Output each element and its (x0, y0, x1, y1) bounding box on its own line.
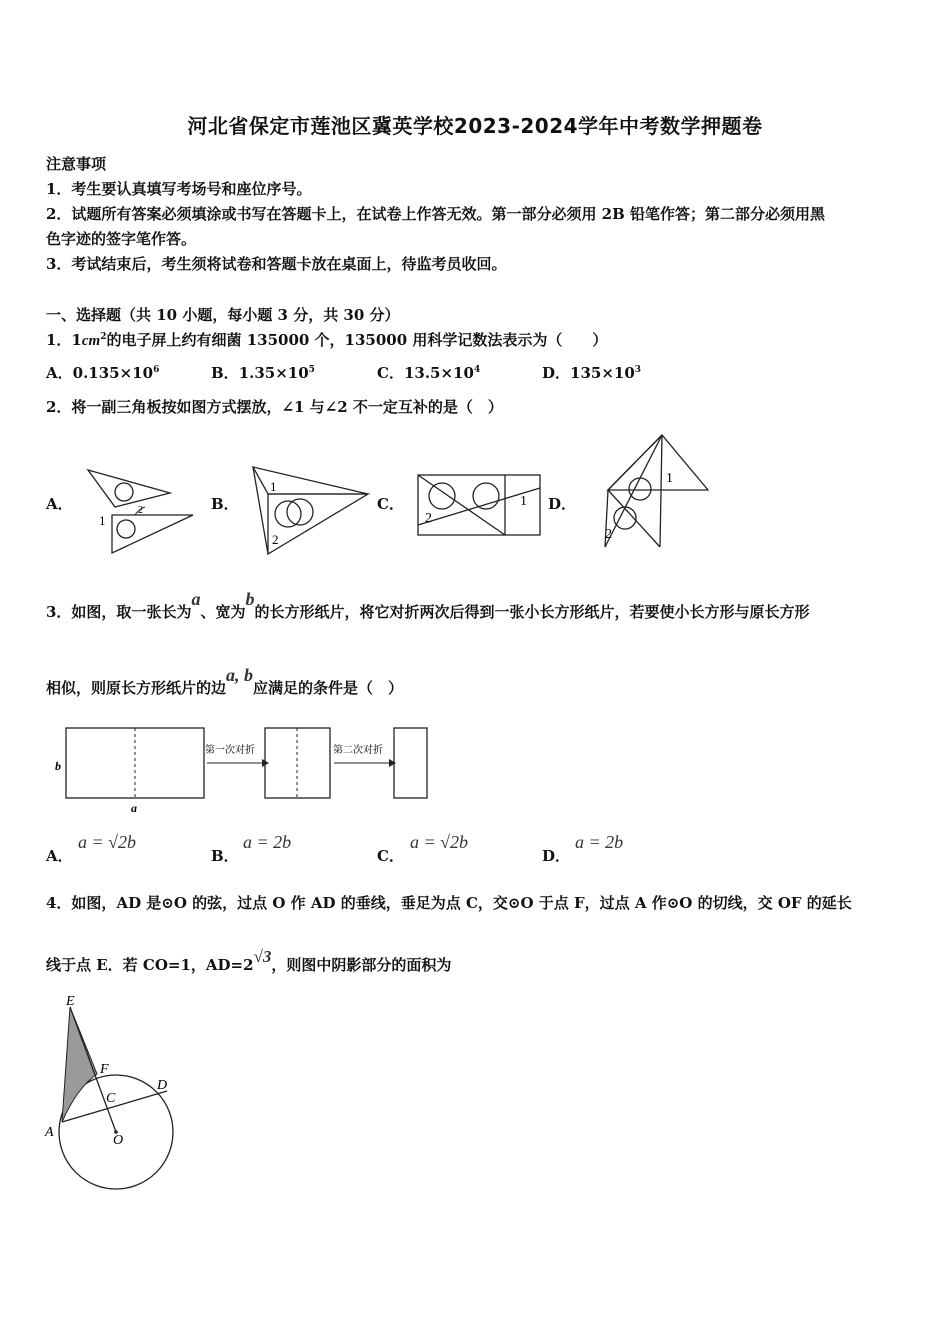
q4-circle-figure (42, 992, 202, 1192)
angle-label-2: 2 (138, 505, 143, 516)
point-c-label: C (106, 1091, 116, 1106)
q3-folding-figure (50, 724, 440, 819)
question-2: 2．将一副三角板按如图方式摆放，∠1 与∠2 不一定互补的是（ ） (46, 398, 503, 416)
q1-option-b[interactable]: B．$1.35\times 10^5$ (211, 364, 315, 382)
fold2-label: 第二次对折 (333, 745, 383, 756)
question-1: 1．$1cm^2$的电子屏上约有细菌 135000 个，135000 用科学记数法表示为（ ） (46, 331, 608, 349)
section-heading: 一、选择题（共 10 小题，每小题 3 分，共 30 分） (46, 306, 400, 324)
q2-option-b[interactable]: B． (211, 495, 239, 513)
q1-option-c[interactable]: C．$13.5\times 10^4$ (377, 364, 481, 382)
angle-label-2: 2 (605, 527, 612, 542)
point-a-label: A (45, 1125, 54, 1140)
page-title: 河北省保定市莲池区冀英学校2023-2024学年中考数学押题卷 (187, 114, 763, 138)
q3-option-c-expr: a = √2b (410, 832, 469, 852)
point-f-label: F (100, 1062, 109, 1077)
q1-option-d[interactable]: D．$135\times 10^3$ (542, 364, 642, 382)
q3-option-b-expr: a = 2b (243, 832, 292, 852)
angle-label-2: 2 (425, 511, 432, 526)
notice-item: 3．考试结束后，考生须将试卷和答题卡放在桌面上，待监考员收回。 (46, 255, 507, 273)
q3-option-a-expr: a = √2b (78, 832, 137, 852)
notice-item: 2．试题所有答案必须填涂或书写在答题卡上，在试卷上作答无效。第一部分必须用 2B 铅笔作答；第二部分必须用黑 (46, 205, 826, 223)
q1-option-a[interactable]: A．$0.135\times 10^6$ (46, 364, 160, 382)
angle-label-1: 1 (270, 479, 277, 494)
angle-label-2: 2 (272, 532, 279, 547)
q3-option-b[interactable]: B． (211, 847, 239, 865)
fold1-label: 第一次对折 (205, 745, 255, 756)
q2-figure-a (85, 465, 200, 555)
q3-option-c[interactable]: C． (377, 847, 404, 865)
q2-figure-d (600, 432, 715, 552)
question-4-line1: 4．如图，AD 是⊙O 的弦，过点 O 作 AD 的垂线，垂足为点 C，交⊙O 于点 F，过点 A 作⊙O 的切线，交 OF 的延长 (46, 894, 852, 912)
side-b-label: b (55, 759, 61, 773)
q2-figure-b (250, 462, 375, 557)
point-e-label: E (66, 994, 75, 1009)
q2-option-d[interactable]: D． (548, 495, 577, 513)
q2-option-c[interactable]: C． (377, 495, 404, 513)
notice-item: 色字迹的签字笔作答。 (46, 230, 197, 248)
point-o-label: O (113, 1133, 124, 1148)
q3-option-d[interactable]: D． (542, 847, 571, 865)
notice-heading: 注意事项 (46, 155, 107, 173)
q3-option-a[interactable]: A． (46, 847, 73, 865)
question-4-line2: 线于点 E．若 CO=1，AD=2√3，则图中阴影部分的面积为 (46, 947, 452, 974)
notice-item: 1．考生要认真填写考场号和座位序号。 (46, 180, 312, 198)
angle-label-1: 1 (666, 471, 673, 486)
point-d-label: D (157, 1078, 168, 1093)
angle-label-1: 1 (99, 513, 106, 528)
q3-option-d-expr: a = 2b (575, 832, 624, 852)
question-3-line1: 3．如图，取一张长为a、宽为b的长方形纸片，将它对折两次后得到一张小长方形纸片，若要使小长方形与原长方形 (46, 589, 810, 621)
q2-option-a[interactable]: A． (46, 495, 73, 513)
q2-figure-c (415, 470, 545, 540)
side-a-label: a (131, 801, 137, 815)
angle-label-1: 1 (520, 494, 527, 509)
question-3-line2: 相似，则原长方形纸片的边a, b应满足的条件是（ ） (46, 665, 404, 697)
